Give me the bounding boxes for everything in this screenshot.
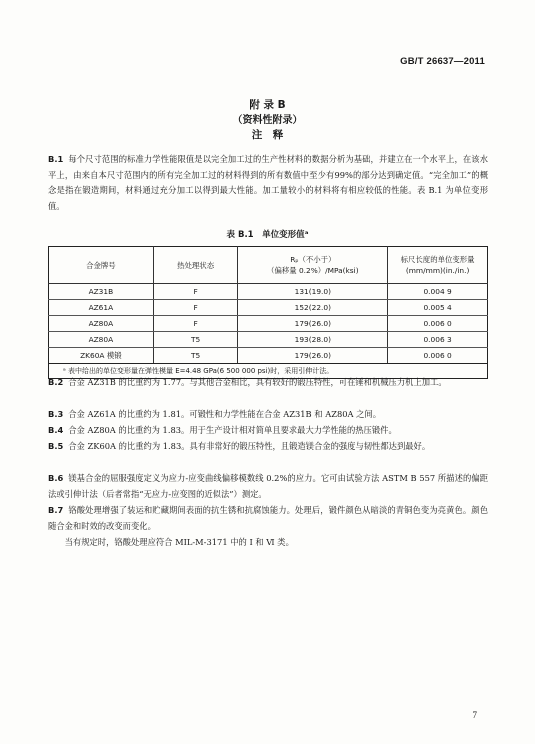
cell-temper: F [153, 300, 238, 316]
table-row [49, 300, 488, 316]
annex-title: 附 录 B [249, 99, 286, 111]
paragraph-b4 [48, 423, 488, 439]
paragraph-text: 铬酸处理增强了装运和贮藏期间表面的抗生锈和抗腐蚀能力。处理后，锻件颜色从暗淡的青铜色变为亮黄色。颜色随合金和时效的改变而变化。 [48, 505, 488, 531]
cell-alloy: AZ80A [49, 332, 154, 348]
paragraph-b3 [48, 407, 488, 423]
table-title: 表 B.1 单位变形值ᵃ [226, 230, 309, 240]
paragraph-label: B.5 [48, 441, 64, 451]
paragraph-text: 每个尺寸范围的标准力学性能限值是以完全加工过的生产性材料的数据分析为基础，并建立在一个水平上，在该水平上，由来自本尺寸范围内的所有完全加工过的材料得到的所有数值中至少有99%的部分达到确定值。“完全加工”的概念是指在锻造期间，材料通过充分加工以得到最大性能。加工量较小的材料将有相应较低的性能。表 B.1 为单位变形值。 [48, 154, 488, 211]
cell-alloy: AZ80A [49, 316, 154, 332]
cell-rp: 131(19.0) [238, 284, 388, 300]
table-header-row [49, 247, 488, 284]
table-row [49, 332, 488, 348]
header-strain-line2: (mm/mm)(in./in.) [405, 266, 470, 275]
header-temper: 热处理状态 [153, 247, 238, 284]
table-row [49, 284, 488, 300]
cell-strain: 0.006 0 [388, 316, 488, 332]
table-row [49, 348, 488, 364]
standard-code: GB/T 26637—2011 [400, 56, 485, 67]
table-row [49, 316, 488, 332]
page-number: 7 [472, 710, 477, 720]
header-rp-line1: Rₚ（不小于） [290, 255, 336, 264]
paragraph-b5 [48, 439, 488, 455]
cell-rp: 179(26.0) [238, 348, 388, 364]
paragraph-text: 合金 AZ31B 的比重约为 1.77。与其他合金相比，具有较好的锻压特性，可在锤和机械压力机上加工。 [68, 377, 447, 387]
paragraph-text: 合金 AZ61A 的比重约为 1.81。可锻性和力学性能在合金 AZ31B 和 AZ80A 之间。 [68, 409, 382, 419]
annex-heading [0, 98, 535, 143]
paragraph-label: B.7 [48, 505, 64, 515]
paragraph-b1 [48, 152, 488, 214]
cell-strain: 0.005 4 [388, 300, 488, 316]
cell-alloy: AZ61A [49, 300, 154, 316]
header-rp-line2: （偏移量 0.2%）/MPa(ksi) [267, 266, 359, 275]
table-footnote: ᵃ 表中给出的单位变形量在弹性模量 E=4.48 GPa(6 500 000 psi)时，采用引伸计法。 [49, 364, 488, 379]
cell-rp: 179(26.0) [238, 316, 388, 332]
header-alloy: 合金牌号 [49, 247, 154, 284]
cell-strain: 0.006 3 [388, 332, 488, 348]
paragraph-b2 [48, 375, 488, 391]
cell-strain: 0.006 0 [388, 348, 488, 364]
cell-strain: 0.004 9 [388, 284, 488, 300]
paragraph-label: B.4 [48, 425, 64, 435]
paragraph-b7 [48, 503, 488, 534]
paragraph-b6 [48, 471, 488, 502]
paragraph-text: 合金 AZ80A 的比重约为 1.83。用于生产设计相对简单且要求最大力学性能的热压锻件。 [68, 425, 397, 435]
header-rp [238, 247, 388, 284]
cell-temper: T5 [153, 332, 238, 348]
paragraph-b7-extra: 当有规定时，铬酸处理应符合 MIL-M-3171 中的 Ⅰ 和 Ⅵ 类。 [64, 537, 294, 547]
cell-alloy: AZ31B [49, 284, 154, 300]
paragraph-label: B.6 [48, 473, 64, 483]
paragraph-text: 镁基合金的屈服强度定义为应力-应变曲线偏移模数线 0.2%的应力。它可由试验方法 ASTM B 557 所描述的偏距法或引伸计法（后者常指“无应力-应变图的近似法”）测定。 [48, 473, 488, 499]
header-strain [388, 247, 488, 284]
cell-temper: F [153, 316, 238, 332]
cell-temper: T5 [153, 348, 238, 364]
annex-subtitle: （资料性附录） [232, 115, 303, 126]
cell-rp: 152(22.0) [238, 300, 388, 316]
paragraph-text: 合金 ZK60A 的比重约为 1.83。具有非常好的锻压特性，且锻造镁合金的强度与韧性都达到最好。 [68, 441, 431, 451]
cell-alloy: ZK60A 模锻 [49, 348, 154, 364]
paragraph-label: B.2 [48, 377, 64, 387]
cell-rp: 193(28.0) [238, 332, 388, 348]
paragraph-label: B.3 [48, 409, 64, 419]
paragraph-label: B.1 [48, 154, 64, 164]
annex-heading-notes: 注 释 [251, 129, 284, 141]
header-strain-line1: 标尺长度的单位变形量 [400, 255, 475, 264]
cell-temper: F [153, 284, 238, 300]
unit-strain-table [48, 246, 488, 379]
